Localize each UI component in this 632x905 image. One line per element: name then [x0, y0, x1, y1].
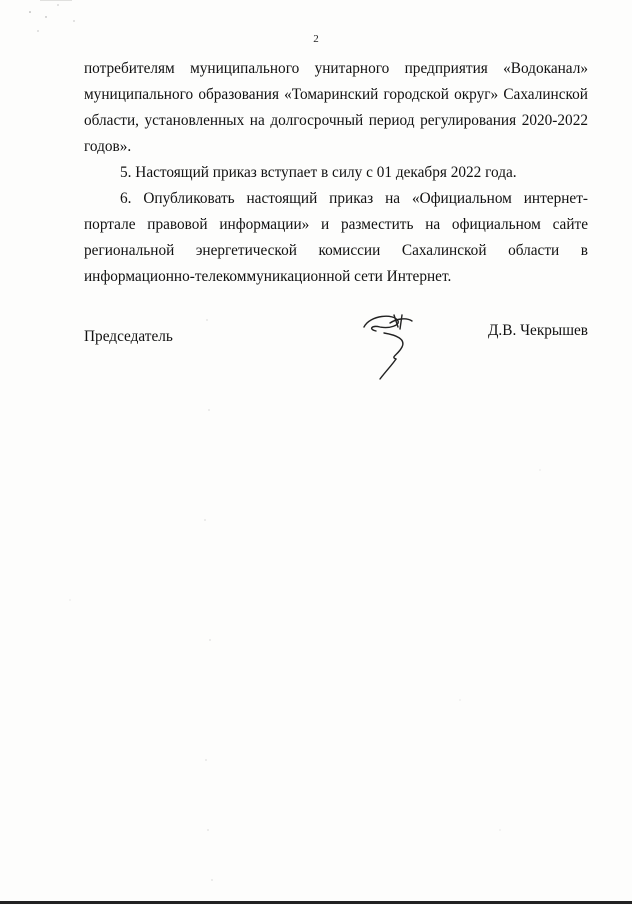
- signatory-name: Д.В. Чекрышев: [488, 322, 588, 339]
- signature-block: [84, 322, 588, 350]
- page-number: 2: [313, 33, 319, 45]
- scan-bottom-edge: [0, 901, 632, 904]
- signatory-title: Председатель: [84, 328, 173, 345]
- paragraph-continuation: потребителям муниципального унитарного предприятия «Водоканал» муниципального образования «Томаринский городской округ» Сахалинской области, установленных на долгосрочный период регулирования 2020-2022 годов».: [84, 60, 588, 155]
- body-text: [84, 56, 588, 290]
- paragraph-item-5: 5. Настоящий приказ вступает в силу с 01 декабря 2022 года.: [120, 164, 517, 181]
- paragraph-item-6: 6. Опубликовать настоящий приказ на «Официальном интернет-портале правовой информации» и разместить на официальном сайте региональной энергетической комиссии Сахалинской области в информационно-телекоммуникационной сети Интернет.: [84, 190, 588, 285]
